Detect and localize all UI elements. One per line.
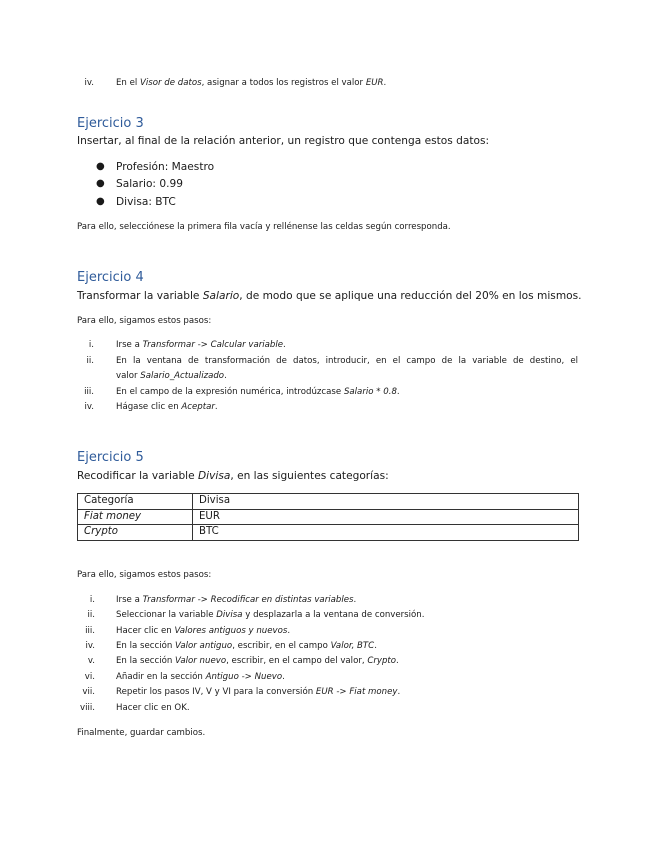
step-text: En la sección Valor antiguo, escribir, en el campo Valor, BTC. — [116, 641, 377, 651]
table-header-cell: Categoría — [78, 494, 193, 510]
step-number: ii. — [86, 356, 94, 366]
step-text: Hacer clic en OK. — [116, 703, 190, 713]
step-text-continued: valor Salario_Actualizado. — [116, 371, 227, 381]
exercise-4-lead: Para ello, sigamos estos pasos: — [77, 316, 212, 326]
bullet-icon: ● — [96, 178, 105, 189]
table-header-cell: Divisa — [193, 494, 579, 510]
step-number: i. — [89, 595, 95, 605]
table-cell: Crypto — [78, 525, 193, 541]
step-number: v. — [87, 656, 95, 666]
bullet-icon: ● — [96, 196, 105, 207]
table-cell: EUR — [193, 509, 579, 525]
step-number: vi. — [84, 672, 95, 682]
step-text: Repetir los pasos IV, V y VI para la conversión EUR -> Fiat money. — [116, 687, 401, 697]
bullet-item: Profesión: Maestro — [116, 161, 215, 173]
step-text: Añadir en la sección Antiguo -> Nuevo. — [116, 672, 285, 682]
exercise-3-intro: Insertar, al final de la relación anterior, un registro que contenga estos datos: — [77, 135, 490, 147]
table-header-row — [78, 494, 579, 510]
step-text: En el campo de la expresión numérica, introdúzcase Salario * 0.8. — [116, 387, 400, 397]
bullet-item: Divisa: BTC — [116, 196, 176, 208]
step-text: Hágase clic en Aceptar. — [116, 402, 218, 412]
table-cell: BTC — [193, 525, 579, 541]
table-row — [78, 509, 579, 525]
step-text: Hacer clic en Valores antiguos y nuevos. — [116, 626, 291, 636]
bullet-item: Salario: 0.99 — [116, 178, 183, 190]
exercise-3-title: Ejercicio 3 — [77, 116, 144, 131]
table-cell: Fiat money — [78, 509, 193, 525]
exercise-4-intro: Transformar la variable Salario, de modo que se aplique una reducción del 20% en los mismos. — [77, 290, 582, 302]
exercise-5-title: Ejercicio 5 — [77, 450, 144, 465]
step-number: iv. — [85, 641, 95, 651]
list-number: iv. — [84, 78, 94, 88]
step-text: En la sección Valor nuevo, escribir, en el campo del valor, Crypto. — [116, 656, 399, 666]
bullet-icon: ● — [96, 161, 105, 172]
exercise-4-title: Ejercicio 4 — [77, 270, 144, 285]
list-text: En el Visor de datos, asignar a todos los registros el valor EUR. — [116, 78, 387, 88]
step-number: vii. — [82, 687, 95, 697]
exercise-5-final: Finalmente, guardar cambios. — [77, 728, 206, 738]
exercise-5-intro: Recodificar la variable Divisa, en las siguientes categorías: — [77, 470, 389, 482]
step-number: ii. — [87, 610, 95, 620]
step-number: iv. — [84, 402, 94, 412]
step-text: Seleccionar la variable Divisa y desplazarla a la ventana de conversión. — [116, 610, 425, 620]
step-text: Irse a Transformar -> Calcular variable. — [116, 340, 286, 350]
step-number: iii. — [85, 626, 95, 636]
step-number: iii. — [84, 387, 94, 397]
step-number: i. — [88, 340, 94, 350]
table-row — [78, 525, 579, 541]
step-text: Irse a Transformar -> Recodificar en distintas variables. — [116, 595, 357, 605]
step-text: En la ventana de transformación de datos, introducir, en el campo de la variable de destino, el — [116, 356, 578, 366]
exercise-3-note: Para ello, selecciónese la primera fila vacía y rellénense las celdas según corresponda. — [77, 222, 451, 232]
category-table — [77, 493, 579, 541]
step-number: viii. — [80, 703, 95, 713]
exercise-5-lead: Para ello, sigamos estos pasos: — [77, 570, 212, 580]
